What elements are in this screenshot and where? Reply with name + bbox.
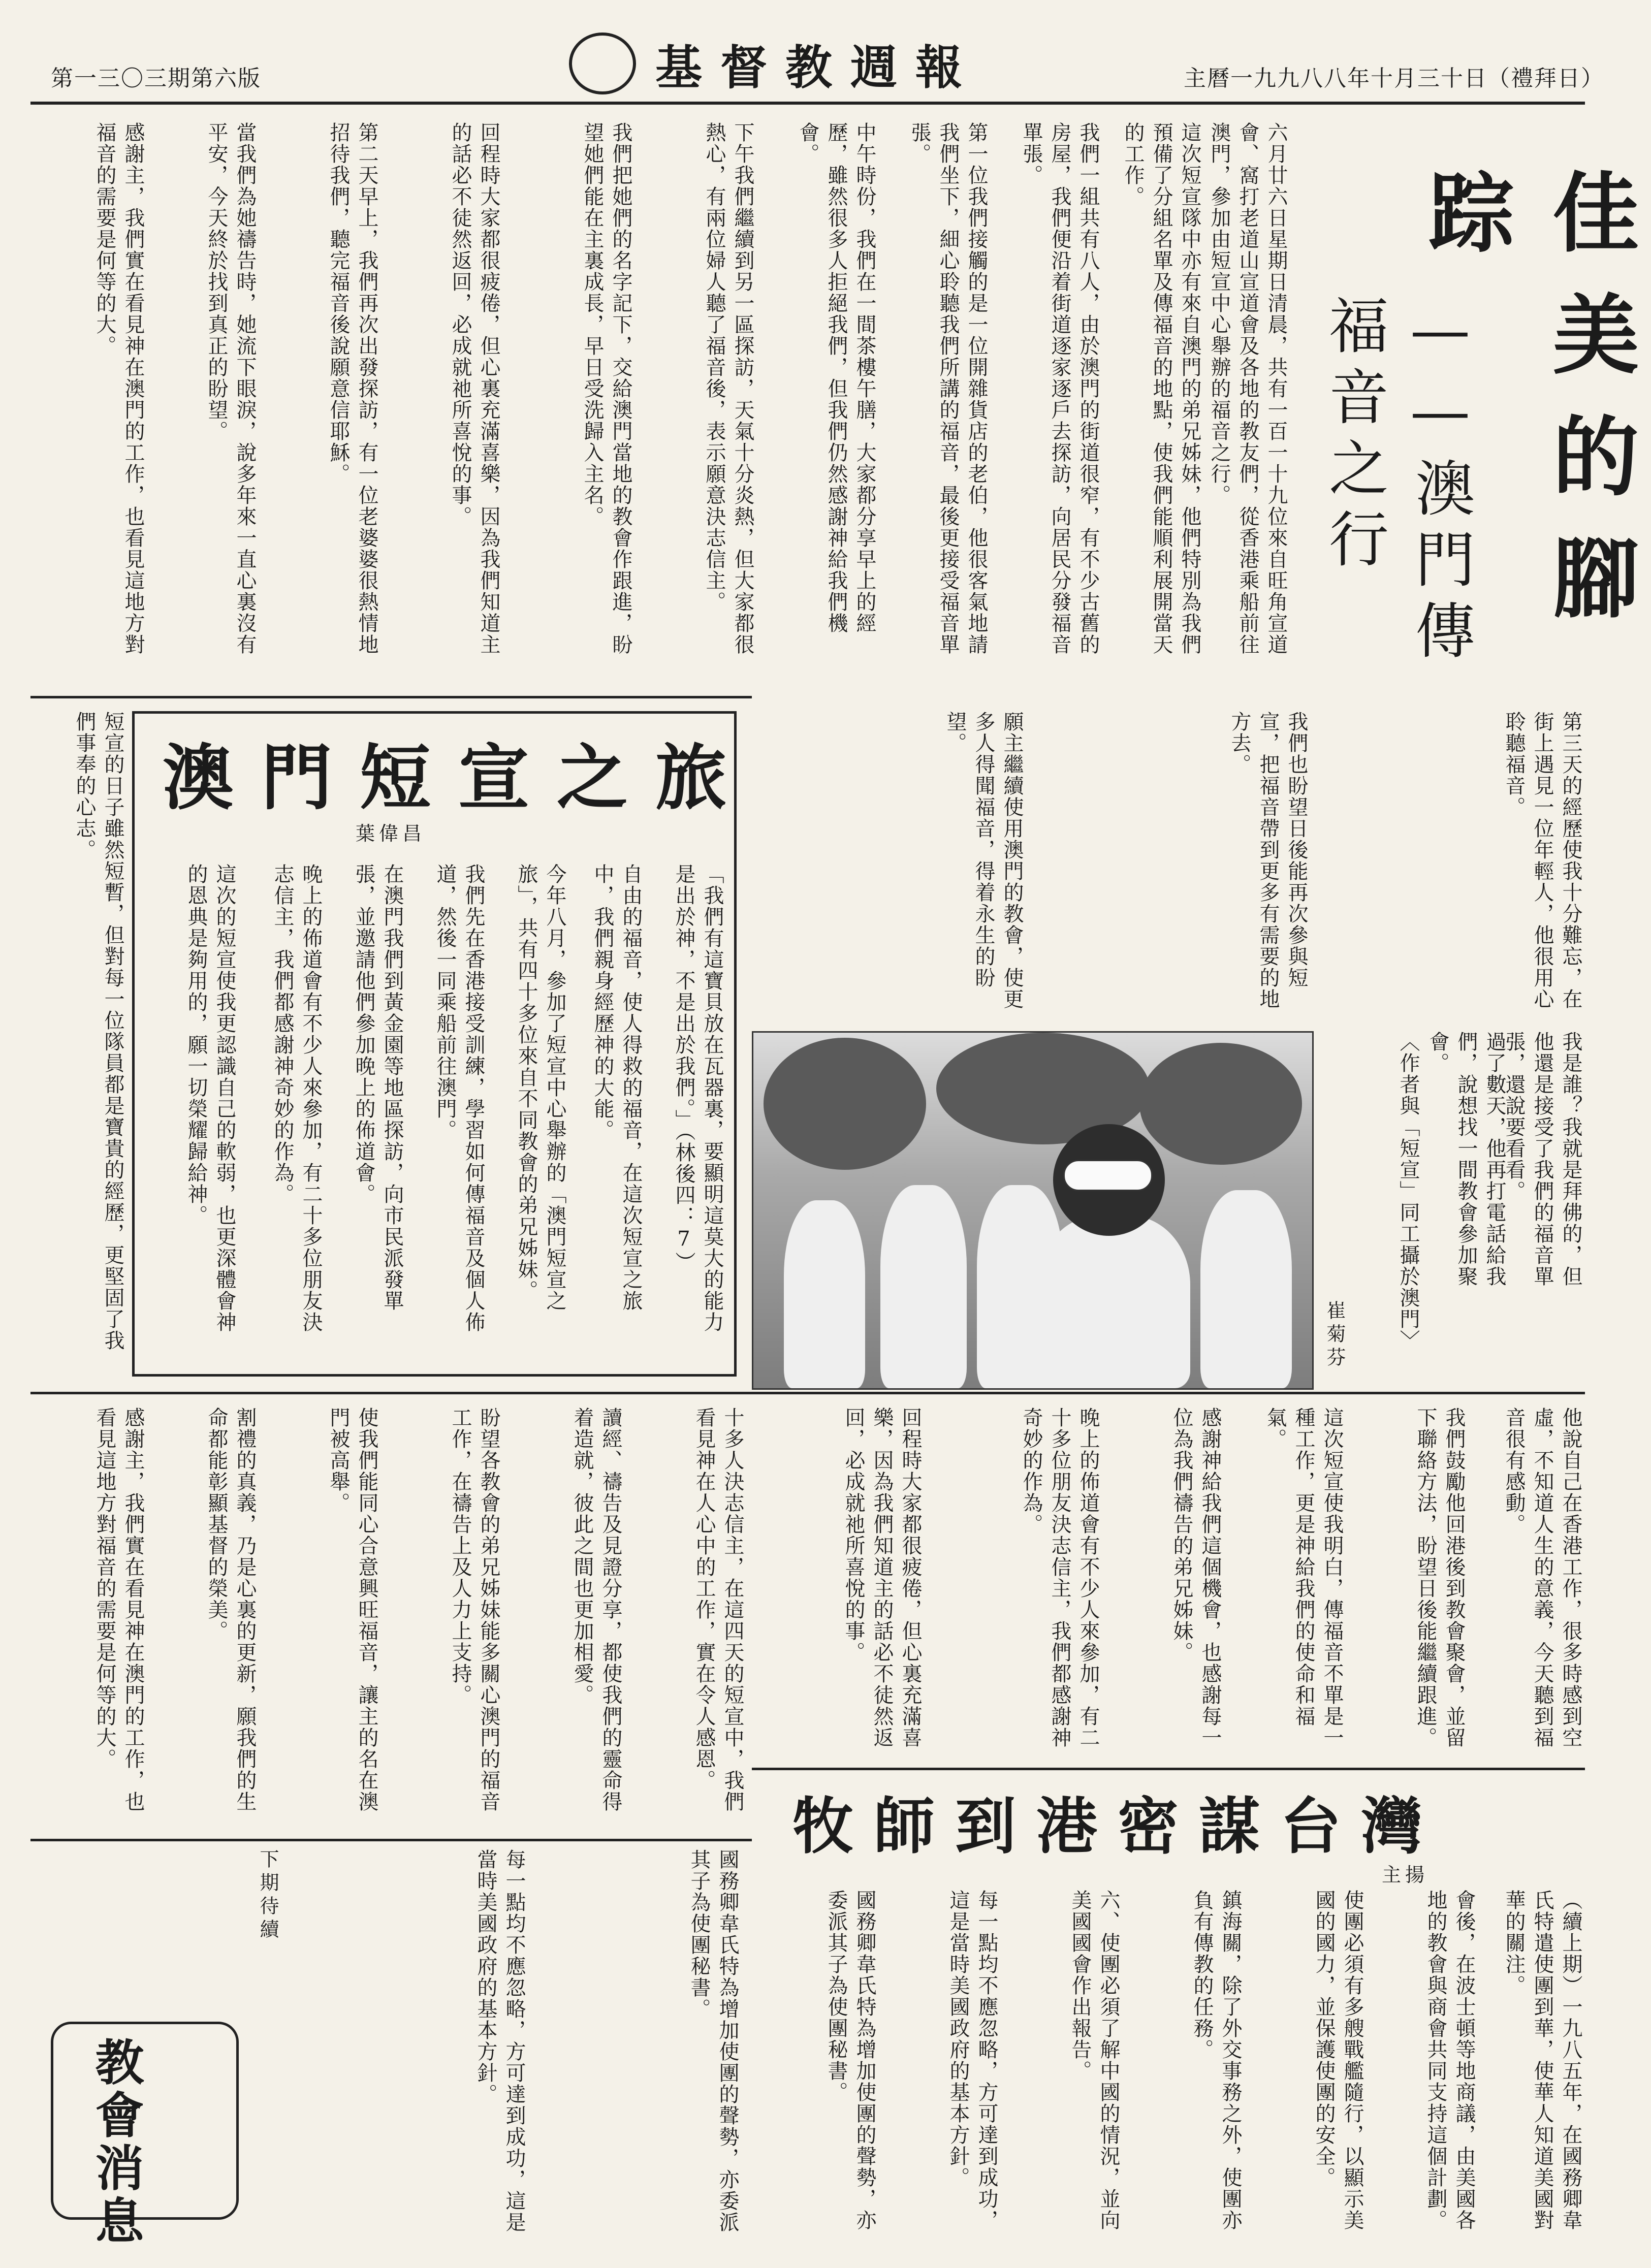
caption-author: 〈作者與「短宣」同工攝於澳門〉 — [1396, 1031, 1420, 1351]
photo-sunglasses — [1063, 1160, 1153, 1191]
lower-mid-col-1: 十多人決志信主，在這四天的短宣中，我們看見神在人心中的工作，實在令人感恩。 — [692, 1407, 744, 1812]
photo-person — [1200, 1190, 1292, 1388]
caption-col-2: 過了數天，他再打電話給我們，說想找一間教會參加聚會。 — [1426, 1031, 1506, 1287]
lower-mid-col-6: 感謝主，我們實在看見神在澳門的工作，也看見這地方對福音的需要是何等的大。 — [93, 1407, 145, 1812]
header-rule — [30, 102, 1585, 105]
right-lower-author: 崔菊芬 — [1323, 1300, 1346, 1370]
bottom-section-title: 牧師到港密謀台灣 — [792, 1791, 1443, 1862]
lower-mid-col-4: 使我們能同心合意興旺福音，讓主的名在澳門被高舉。 — [327, 1407, 378, 1812]
lower-mid-col-2: 讀經、禱告及見證分享，都使我們的靈命得着造就，彼此之間也更加相愛。 — [570, 1407, 622, 1812]
section-rule-4 — [30, 1839, 752, 1841]
right-lower-col-5: 感謝神給我們這個機會，也感謝每一位為我們禱告的弟兄姊妹。 — [1170, 1407, 1222, 1748]
photo-tree — [1139, 1043, 1302, 1165]
middle-col-1: 第二天早上，我們再次出發探訪，有一位老婆婆很熱情地招待我們，聽完福音後說願意信耶穌。 — [327, 122, 378, 655]
column-logo-text: 教會消息 — [87, 2037, 145, 2248]
lower-mid-col-3: 盼望各教會的弟兄姊妹能多關心澳門的福音工作，在禱告上及人力上支持。 — [449, 1407, 500, 1812]
bottom-left-col-1: 國務卿韋氏特為增加使團的聲勢，亦委派其子為使團秘書。 — [687, 1849, 739, 2233]
masthead: 基督教週報 — [655, 40, 981, 95]
feature-col-5: 中午時份，我們在一間茶樓午膳，大家都分享早上的經歷，雖然很多人拒絕我們，但我們仍然感謝神給我們機會。 — [796, 122, 876, 634]
right-lower-col-2: 他說自己在香港工作，很多時感到空虛，不知道人生的意義，今天聽到福音很有感動。 — [1502, 1407, 1582, 1748]
bottom-col-4: 鎮海關，除了外交事務之外，使團亦負有傳教的任務。 — [1190, 1890, 1242, 2231]
boxed-title: 澳門短宣之旅 — [163, 737, 754, 820]
feature-col-8: 回程時大家都很疲倦，但心裏充滿喜樂，因為我們知道主的話必不徒然返回，必成就祂所喜悅的事。 — [449, 122, 500, 655]
header-issue: 第一三〇三期第六版 — [51, 66, 261, 91]
feature-col-3: 我們一組共有八人，由於澳門的街道很窄，有不少古舊的房屋，我們便沿着街道逐家逐戶去探訪，向居民分發福音單張。 — [1020, 122, 1100, 655]
feature-col-4: 第一位我們接觸的是一位開雜貨店的老伯，他很客氣地請我們坐下，細心聆聽我們所講的福音，最後更接受福音單張。 — [908, 122, 988, 655]
middle-col-2: 當我們為她禱告時，她流下眼淚，說多年來一直心裏沒有平安，今天終於找到真正的盼望。 — [205, 122, 257, 655]
bottom-col-7: 國務卿韋氏特為增加使團的聲勢，亦委派其子為使團秘書。 — [824, 1890, 876, 2231]
boxed-col-6: 晚上的佈道會有不少人來參加，有二十多位朋友決志信主，我們都感謝神奇妙的作為。 — [271, 864, 323, 1333]
lower-mid-col-5: 割禮的真義，乃是心裏的更新，願我們的生命都能彰顯基督的榮美。 — [205, 1407, 257, 1812]
boxed-col-4: 我們先在香港接受訓練，學習如何傳福音及個人佈道，然後一同乘船前往澳門。 — [433, 864, 485, 1333]
boxed-byline: 葉偉昌 — [356, 822, 426, 845]
boxed-col-3: 今年八月，參加了短宣中心舉辦的「澳門短宣之旅」，共有四十多位來自不同教會的弟兄姊妹。 — [515, 864, 566, 1312]
middle-col-5: 願主繼續使用澳門的教會，使更多人得聞福音，得着永生的盼望。 — [943, 711, 1024, 1010]
cross-emblem — [569, 33, 636, 94]
bottom-col-6: 每一點均不應忽略，方可達到成功，這是當時美國政府的基本方針。 — [946, 1890, 998, 2231]
lower-mid-col-7: 回程時大家都很疲倦，但心裏充滿喜樂，因為我們知道主的話必不徒然返回，必成就祂所喜悅的事。 — [842, 1407, 922, 1748]
feature-col-7: 我們把她們的名字記下，交給澳門當地的教會作跟進，盼望她們能在主裏成長，早日受洗歸入主名。 — [581, 122, 632, 655]
lower-mid-col-8: 晚上的佈道會有不少人來參加，有二十多位朋友決志信主，我們都感謝神奇妙的作為。 — [1020, 1407, 1100, 1748]
section-rule-2 — [30, 1392, 1585, 1394]
middle-col-3: 感謝主，我們實在看見神在澳門的工作，也看見這地方對福音的需要是何等的大。 — [93, 122, 145, 655]
bottom-col-1: （續上期）一九八五年，在國務卿韋氏特遣使團到華，使華人知道美國對華的關注。 — [1502, 1890, 1582, 2231]
bottom-left-col-2: 每一點均不應忽略，方可達到成功，這是當時美國政府的基本方針。 — [474, 1849, 526, 2233]
photo-tree — [764, 1038, 926, 1170]
boxed-col-2: 自由的福音，使人得救的福音，在這次短宣之旅中，我們親身經歷神的大能。 — [591, 864, 643, 1312]
boxed-col-1: 「我們有這寶貝放在瓦器裏，要顯明這莫大的能力是出於神，不是出於我們。」（林後四：7） — [672, 864, 724, 1333]
bottom-col-5: 六、使團必須了解中國的情況，並向美國國會作出報告。 — [1068, 1890, 1120, 2231]
feature-title: 佳美的腳踪 — [1413, 168, 1639, 655]
photo-person-main — [1038, 1216, 1190, 1388]
right-lower-col-4: 這次短宣使我明白，傳福音不單是一種工作，更是神給我們的使命和福氣。 — [1263, 1407, 1344, 1748]
section-rule-1 — [30, 696, 752, 698]
group-photo — [752, 1031, 1314, 1390]
feature-col-6: 下午我們繼續到另一區探訪，天氣十分炎熱，但大家都很熱心，有兩位婦人聽了福音後，表示願意決志信主。 — [703, 122, 754, 655]
bottom-col-2: 會後，在波士頓等地商議，由美國各地的教會與商會共同支持這個計劃。 — [1424, 1890, 1476, 2231]
header-date: 主曆一九九八八年十月三十日（禮拜日） — [1184, 66, 1604, 91]
bottom-to-be-continued: 下期待續 — [257, 1849, 279, 1942]
boxed-col-7: 這次的短宣使我更認識自己的軟弱，也更深體會神的恩典是夠用的，願一切榮耀歸給神。 — [184, 864, 236, 1333]
photo-person — [880, 1185, 967, 1388]
caption-col-1: 我是誰？我就是拜佛的，但他還是接受了我們的福音單張，還說要看看。 — [1502, 1031, 1582, 1287]
section-rule-3 — [752, 1768, 1585, 1770]
feature-col-1: 六月廿六日星期日清晨，共有一百一十九位來自旺角宣道會、窩打老道山宣道會及各地的教友們，從香港乘船前往澳門，參加由短宣中心舉辦的福音之行。 — [1208, 122, 1288, 655]
photo-person — [784, 1200, 865, 1388]
middle-col-4: 短宣的日子雖然短暫，但對每一位隊員都是寶貴的經歷，更堅固了我們事奉的心志。 — [73, 711, 124, 1351]
feature-col-2: 這次短宣隊中亦有來自澳門的弟兄姊妹，他們特別為我們預備了分組名單及傳福音的地點，使我們能順利展開當天的工作。 — [1121, 122, 1201, 655]
right-lower-col-1: 第三天的經歷使我十分難忘，在街上遇見一位年輕人，他很用心聆聽福音。 — [1502, 711, 1582, 1010]
feature-subtitle: ——澳門傳福音之行 — [1319, 295, 1475, 670]
bottom-section-byline: 主揚 — [1382, 1864, 1429, 1886]
bottom-col-3: 使團必須有多艘戰艦隨行，以顯示美國的國力，並保護使團的安全。 — [1312, 1890, 1364, 2231]
middle-col-6: 我們也盼望日後能再次參與短宣，把福音帶到更多有需要的地方去。 — [1228, 711, 1308, 1010]
right-lower-col-3: 我們鼓勵他回港後到教會聚會，並留下聯絡方法，盼望日後能繼續跟進。 — [1414, 1407, 1466, 1748]
boxed-col-5: 在澳門我們到黃金園等地區探訪，向市民派發單張，並邀請他們參加晚上的佈道會。 — [352, 864, 404, 1312]
